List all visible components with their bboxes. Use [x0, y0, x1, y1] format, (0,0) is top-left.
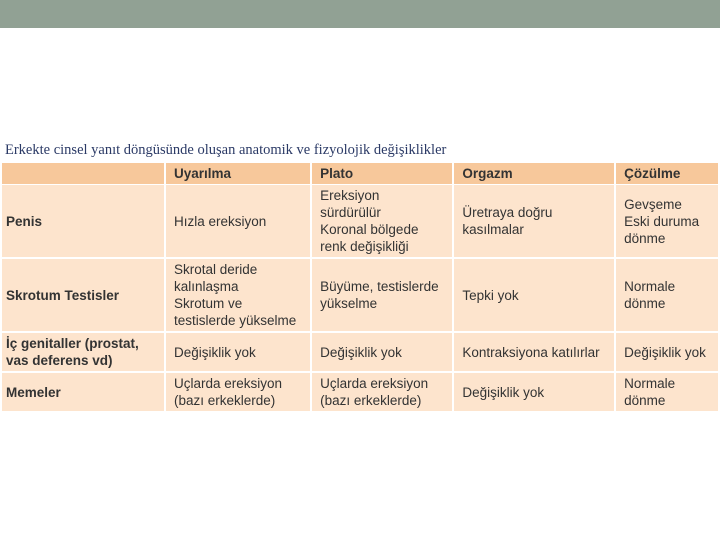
cell-line: kalınlaşma [174, 279, 239, 294]
cell-line: Kontraksiyona katılırlar [462, 344, 600, 360]
cell-line: kasılmalar [462, 222, 524, 237]
cell-line: renk değişikliği [320, 239, 409, 254]
cell-line: yükselme [320, 296, 378, 311]
table-cell [454, 333, 614, 373]
cell-line: Gevşeme [624, 196, 682, 212]
cell-line: Değişiklik yok [624, 344, 706, 360]
cell-line: Skrotal deride [174, 262, 258, 277]
cell-line: Ereksiyon [320, 188, 380, 203]
cell-line: Tepki yok [462, 287, 519, 303]
table-cell [312, 373, 452, 413]
table-cell [166, 373, 310, 413]
table-cell [616, 259, 718, 333]
cell-line: Hızla ereksiyon [174, 213, 267, 229]
table-cell [454, 373, 614, 413]
table-cell [616, 373, 718, 413]
row-header: Memeler [2, 373, 164, 413]
table-cell [616, 185, 718, 259]
cell-line: (bazı erkeklerde) [320, 393, 422, 408]
row-header: Skrotum Testisler [2, 259, 164, 333]
column-header: Çözülme [616, 163, 718, 185]
table-cell [312, 185, 452, 259]
cell-line: dönme [624, 296, 666, 311]
cell-line: Normale [624, 376, 676, 391]
cell-line: Uçlarda ereksiyon [174, 376, 283, 391]
cell-line: Uçlarda ereksiyon [320, 376, 429, 391]
table-cell [312, 333, 452, 373]
cell-line: testislerde yükselme [174, 313, 297, 328]
column-header [2, 163, 164, 185]
cell-line: Üretraya doğru [462, 205, 553, 220]
table-caption: Erkekte cinsel yanıt döngüsünde oluşan anatomik ve fizyolojik değişiklikler [5, 142, 447, 158]
cell-line: Eski duruma [624, 213, 700, 229]
table-row [2, 333, 718, 373]
table-cell [166, 259, 310, 333]
cell-line: Koronal bölgede [320, 222, 419, 237]
top-bar [0, 0, 720, 28]
cell-line: dönme [624, 230, 666, 246]
cell-line: Büyüme, testislerde [320, 279, 439, 294]
cell-line: (bazı erkeklerde) [174, 393, 276, 408]
row-header: Penis [2, 185, 164, 259]
table-cell [616, 333, 718, 373]
table-cell [166, 185, 310, 259]
table-cell [454, 185, 614, 259]
table-row [2, 373, 718, 413]
table-row [2, 185, 718, 259]
cell-line: Normale [624, 279, 676, 294]
table-row [2, 259, 718, 333]
cell-line: Skrotum ve [174, 296, 243, 311]
cell-line: Değişiklik yok [174, 344, 256, 360]
table-cell [454, 259, 614, 333]
response-cycle-table [0, 163, 720, 413]
column-header: Plato [312, 163, 452, 185]
cell-line: Değişiklik yok [462, 384, 545, 400]
cell-line: dönme [624, 393, 666, 408]
table-cell [312, 259, 452, 333]
column-header: Uyarılma [166, 163, 310, 185]
cell-line: sürdürülür [320, 205, 381, 220]
column-header: Orgazm [454, 163, 614, 185]
cell-line: Değişiklik yok [320, 344, 402, 360]
table-cell [166, 333, 310, 373]
row-header: İç genitaller (prostat, vas deferens vd) [2, 333, 164, 373]
